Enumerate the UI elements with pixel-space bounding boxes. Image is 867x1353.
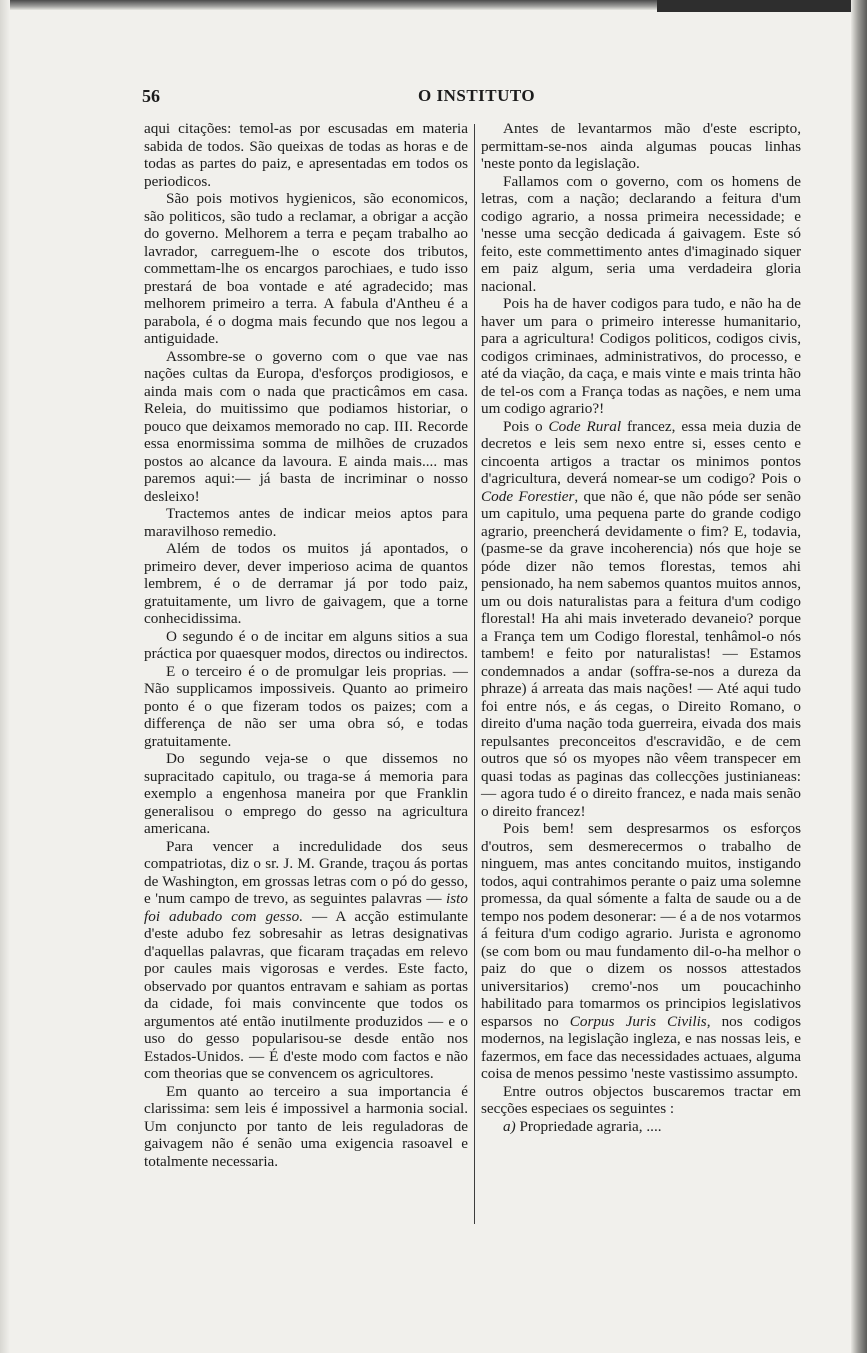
right-paragraph-2: Fallamos com o governo, com os homens de letras, com a nação; declarando a feitura d'um codigo agrario, a nossa primeira necessidade; e 'nesse uma secção dedicada á gaivagem. Este só feito, este commettimento antes d'imaginado siquer em paiz algum, seria uma verdadeira gloria nacional. [481, 172, 801, 295]
running-title: O INSTITUTO [418, 86, 536, 105]
pois-bem-text-b: , nos codigos modernos, na legislação ingleza, e nas nossas leis, e fazermos, em face das necessidades actuaes, alguma coisa de menos pessimo 'neste vastissimo assumpto. [481, 1012, 801, 1082]
page-number: 56 [142, 86, 160, 106]
code-forestier-italic: Code Forestier [481, 487, 575, 505]
scan-top-dark-band [657, 0, 867, 12]
code-rural-text-b: francez, essa meia duzia de decretos e leis sem nexo entre si, esses cento e cincoenta artigos a tractar os minimos pontos d'agricultura, deverá nomear-se um codigo? Pois o [481, 417, 802, 487]
left-paragraph-8: Do segundo veja-se o que dissemos no supracitado capitulo, ou traga-se á memoria para exemplo a engenhosa maneira por que Franklin generalisou o emprego do gesso na agricultura americana. [144, 750, 468, 837]
right-paragraph-1: Antes de levantarmos mão d'este escripto, permittam-se-nos ainda algumas poucas linhas 'neste ponto da legislação. [481, 120, 801, 172]
left-paragraph-5: Além de todos os muitos já apontados, o primeiro dever, dever imperioso acima de quantos lembrem, é o de derramar já por todo paiz, gratuitamente, um livro de gaivagem, que a torne conhecidissima. [144, 540, 468, 627]
code-forestier-text: , que não é, que não póde ser senão um capitulo, uma pequena parte do grande codigo agrario, preencherá devidamente o fim? E, todavia, (pasme-se da grave incoherencia) nós que hoje se póde dizer não temos florestas, temos ahi pensionado, ha nem sabemos quantos muitos annos, um ou dois naturalistas para a feitura d'um codigo florestal! Ha ahi mais inveterado devaneio? porque a França tem um Codigo florestal, tenhâmol-o nós tambem! e feito por naturalistas! — Estamos condemnados a andar (soffra-se-nos a dureza da phraze) á arreata das mais nações! — Até aqui tudo foi entre nós, e ás cegas, o Direito Romano, o direito d'uma nação toda guerreira, eivada dos mais repulsantes preconceitos d'escravidão, e de cem outros que só os myopes não vêem transpecer em quasi todas as paginas das collecções justinianeas: — agora tudo é o direito francez, e nada mais senão o direito francez! [481, 487, 801, 820]
pois-bem-text-a: Pois bem! sem despresarmos os esforços d'outros, sem desmerecermos o trabalho de ninguem, mas antes concitando muitos, instigando todos, aqui contrahimos perante o paiz uma solemne promessa, da qual sómente a falta de saude ou a de tempo nos podem desonerar: — é a de nos votarmos á feitura d'um codigo agrario. Jurista e agronomo (se com bom ou mau fundamento dil-o-ha melhor o paiz do que o dizem os nossos attestados universitarios) cremo'-nos um poucachinho habilitado para tomarmos os principios legislativos esparsos no [481, 820, 801, 1030]
right-paragraph-7 [481, 1118, 801, 1136]
scan-right-edge [851, 0, 867, 1353]
scan-left-shade [0, 0, 10, 1353]
corpus-juris-italic: Corpus Juris Civilis [569, 1012, 707, 1030]
left-paragraph-10: Em quanto ao terceiro a sua importancia é clarissima: sem leis é impossivel a harmonia social. Um conjuncto por tanto de leis reguladoras de gaivagem não é senão uma exigencia rasoavel e totalmente necessaria. [144, 1082, 468, 1170]
left-paragraph-3: Assombre-se o governo com o que vae nas nações cultas da Europa, d'esforços prodigiosos, e ainda mais com o nada que practicâmos em casa. Releia, do muitissimo que podiamos historiar, o pouco que deixamos memorado no cap. III. Recorde essa enormissima somma de milhões de cruzados postos ao alcance da lavoura. E ainda mais.... mas paremos aqui:— já basta de incriminar o nosso desleixo! [144, 347, 468, 505]
left-column [144, 120, 468, 1170]
franklin-quote-italic: isto foi adubado com gesso. [144, 890, 468, 925]
left-paragraph-9 [144, 838, 468, 1083]
code-rural-text-a: Pois o [503, 417, 549, 435]
column-divider [474, 124, 475, 1224]
list-item-text: Propriedade agraria, .... [515, 1117, 662, 1135]
right-paragraph-3: Pois ha de haver codigos para tudo, e não ha de haver um para o primeiro interesse humanitario, para a agricultura! Codigos politicos, codigos civis, codigos criminaes, administrativos, do processo, e até da viação, da caça, e mais vinte e mais trinta hão de tel-os com a França todas as nações, e nem uma um codigo agrario?! [481, 295, 801, 417]
franklin-text-b: — A acção estimulante d'este adubo fez sobresahir as letras designativas d'aquellas palavras, que ficaram traçadas em relevo por caules mais vigorosas e verdes. Este facto, observado por quantos entravam e sahiam as portas da cidade, foi mais convincente que todos os argumentos até então inutilmente produzidos — e o uso do gesso popularisou-se desde então nos Estados-Unidos. — É d'este modo com factos e não com theorias que se convencem os agricultores. [144, 907, 468, 1082]
franklin-text-a: Para vencer a incredulidade dos seus compatriotas, diz o sr. J. M. Grande, traçou ás portas de Washington, em grossas letras com o pó do gesso, e 'num campo de trevo, as seguintes palavras — [144, 837, 468, 907]
left-paragraph-4: Tractemos antes de indicar meios aptos para maravilhoso remedio. [144, 505, 468, 540]
right-paragraph-5 [481, 820, 801, 1083]
left-paragraph-6: O segundo é o de incitar em alguns sitios a sua práctica por quaesquer modos, directos ou indirectos. [144, 627, 468, 662]
right-paragraph-6: Entre outros objectos buscaremos tractar em secções especiaes os seguintes : [481, 1082, 801, 1117]
right-column [481, 120, 801, 1135]
code-rural-italic: Code Rural [548, 417, 622, 435]
left-paragraph-7: E o terceiro é o de promulgar leis proprias. — Não supplicamos impossiveis. Quanto ao primeiro ponto é o que fizeram todos os paizes; com a differença de não ser uma obra só, e todas gratuitamente. [144, 662, 468, 750]
list-letter: a) [503, 1117, 516, 1135]
left-paragraph-2: São pois motivos hygienicos, são economicos, são politicos, são tudo a reclamar, a obrigar a acção do governo. Melhorem a terra e peçam trabalho ao lavrador, carreguem-lhe o escote dos tributos, commettam-lhe os encargos parochiaes, e tudo isso prestará de boa vontade e até agradecido; mas melhorem primeiro a terra. A fabula d'Antheu é a parabola, é o dogma mais fecundo que nos legou a antiguidade. [144, 190, 468, 347]
right-paragraph-4 [481, 418, 801, 821]
left-paragraph-1: aqui citações: temol-as por escusadas em materia sabida de todos. São queixas de todas as horas e de todas as partes do paiz, e apresentadas em todos os periodicos. [144, 120, 468, 190]
